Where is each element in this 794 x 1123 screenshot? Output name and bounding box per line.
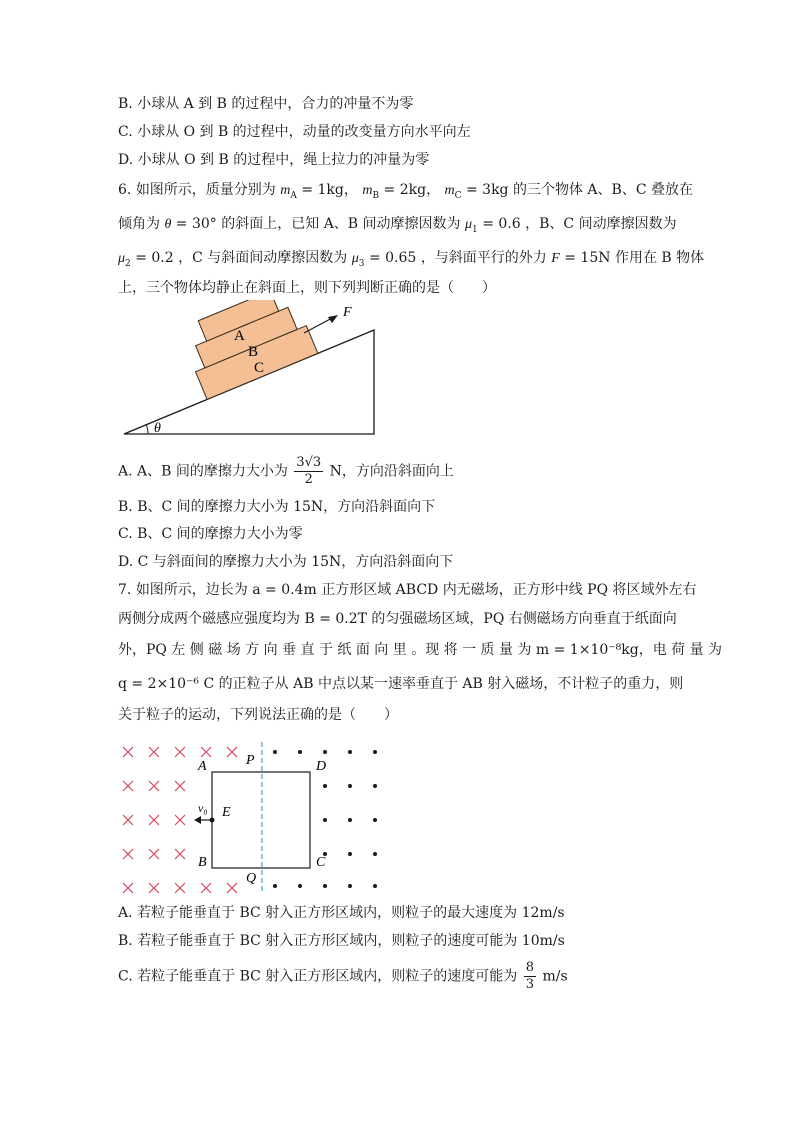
label-c: C <box>316 855 326 870</box>
cross-mark <box>201 883 211 893</box>
q6-option-d: D. C 与斜面间的摩擦力大小为 15N，方向沿斜面向下 <box>118 554 454 570</box>
cross-mark <box>149 849 159 859</box>
cross-mark <box>175 883 185 893</box>
cross-mark <box>123 883 133 893</box>
dot-mark <box>298 884 302 888</box>
dot-mark <box>348 852 352 856</box>
q7-stem-line4: q = 2×10⁻⁶ C 的正粒子从 AB 中点以某一速率垂直于 AB 射入磁场，不计粒子的重力，则 <box>118 676 684 692</box>
label-d: D <box>316 759 327 774</box>
dot-mark <box>323 884 327 888</box>
cross-mark <box>123 747 133 757</box>
q6-option-c: C. B、C 间的摩擦力大小为零 <box>118 526 303 542</box>
force-arrowhead <box>328 315 338 323</box>
dot-mark <box>373 884 377 888</box>
q5-option-d: D. 小球从 O 到 B 的过程中，绳上拉力的冲量为零 <box>118 152 430 168</box>
cross-mark <box>175 781 185 791</box>
cross-mark <box>227 747 237 757</box>
q7-option-c: C. 若粒子能垂直于 BC 射入正方形区域内，则粒子的速度可能为 $\frac{8}{3}$ m/s <box>118 960 568 992</box>
label-theta: θ <box>154 421 161 436</box>
point-e <box>210 818 215 823</box>
cross-mark <box>149 815 159 825</box>
cross-mark <box>149 747 159 757</box>
dot-mark <box>348 750 352 754</box>
label-a: A <box>198 759 207 774</box>
dot-mark <box>298 750 302 754</box>
label-b: B <box>248 344 259 360</box>
q7-stem-line2: 两侧分成两个磁感应强度均为 B = 0.2T 的匀强磁场区域，PQ 右侧磁场方向垂直于纸面向 <box>118 611 677 627</box>
cross-mark <box>123 781 133 791</box>
dot-mark <box>273 884 277 888</box>
dot-mark <box>273 750 277 754</box>
q6-option-a: A. A、B 间的摩擦力大小为 $\frac{3√3}{2}$ N，方向沿斜面向上 <box>118 455 454 487</box>
q7-option-a: A. 若粒子能垂直于 BC 射入正方形区域内，则粒子的最大速度为 12m/s <box>118 905 565 921</box>
dot-mark <box>373 852 377 856</box>
dot-mark <box>323 818 327 822</box>
q5-option-b: B. 小球从 A 到 B 的过程中，合力的冲量不为零 <box>118 96 414 112</box>
incline-figure <box>110 300 400 440</box>
cross-mark <box>123 815 133 825</box>
dot-mark <box>348 784 352 788</box>
dot-mark <box>373 818 377 822</box>
cross-mark <box>201 747 211 757</box>
cross-mark <box>149 781 159 791</box>
dot-mark <box>348 818 352 822</box>
label-c: C <box>254 360 265 376</box>
q6-option-b: B. B、C 间的摩擦力大小为 15N，方向沿斜面向下 <box>118 499 436 515</box>
theta-arc <box>146 424 148 434</box>
q6-stem-line2: 倾角为 θ = 30° 的斜面上，已知 A、B 间动摩擦因数为 $\mu_1 = 0.6$ ，B、C 间动摩擦因数为 <box>118 216 677 235</box>
q7-number: 7. <box>118 582 132 598</box>
q7-stem-line1: 7. 如图所示，边长为 a = 0.4m 正方形区域 ABCD 内无磁场，正方形中线 PQ 将区域外左右 <box>118 582 697 598</box>
q6-stem-line1: 6. 如图所示，质量分别为 $m_A = 1kg$， $m_B = 2kg$， $m_C = 3kg$ 的三个物体 A、B、C 叠放在 <box>118 182 693 201</box>
q6-text: 如图所示，质量分别为 <box>135 182 276 198</box>
q7-stem-line5: 关于粒子的运动，下列说法正确的是（ ） <box>118 707 398 723</box>
dot-mark <box>348 884 352 888</box>
velocity-arrowhead <box>194 816 201 824</box>
cross-mark <box>123 849 133 859</box>
label-f: F <box>343 305 352 320</box>
q6-stem-line4: 上，三个物体均静止在斜面上，则下列判断正确的是（ ） <box>118 280 496 296</box>
fraction-3sqrt3-over-2: $\frac{3√3}{2}$ <box>296 455 322 487</box>
dot-mark <box>323 750 327 754</box>
label-b: B <box>198 855 207 870</box>
label-q: Q <box>246 871 257 886</box>
label-p: P <box>246 753 255 768</box>
cross-mark <box>175 849 185 859</box>
cross-mark <box>227 883 237 893</box>
cross-mark <box>149 883 159 893</box>
label-v0: v₀ <box>198 801 208 815</box>
fraction-8-over-3: $\frac{8}{3}$ <box>525 960 535 992</box>
cross-mark <box>175 747 185 757</box>
q5-option-c: C. 小球从 O 到 B 的过程中，动量的改变量方向水平向左 <box>118 124 471 140</box>
q6-stem-line3: $\mu_2 = 0.2$ ，C 与斜面间动摩擦因数为 $\mu_3 = 0.65$ ，与斜面平行的外力 F = 15N 作用在 B 物体 <box>118 250 705 269</box>
q7-option-b: B. 若粒子能垂直于 BC 射入正方形区域内，则粒子的速度可能为 10m/s <box>118 933 565 949</box>
magnetic-field-figure <box>110 738 400 898</box>
q7-stem-line3: 外，PQ 左 侧 磁 场 方 向 垂 直 于 纸 面 向 里 。现 将 一 质 量 为 m = 1×10⁻⁸kg，电 荷 量 为 <box>118 642 723 658</box>
dot-mark <box>323 784 327 788</box>
q6-number: 6. <box>118 182 132 198</box>
cross-mark <box>175 815 185 825</box>
dot-mark <box>373 750 377 754</box>
label-a: A <box>234 328 245 344</box>
dot-mark <box>373 784 377 788</box>
label-e: E <box>222 805 231 820</box>
square-abcd <box>212 772 310 868</box>
force-arrow <box>304 317 334 333</box>
